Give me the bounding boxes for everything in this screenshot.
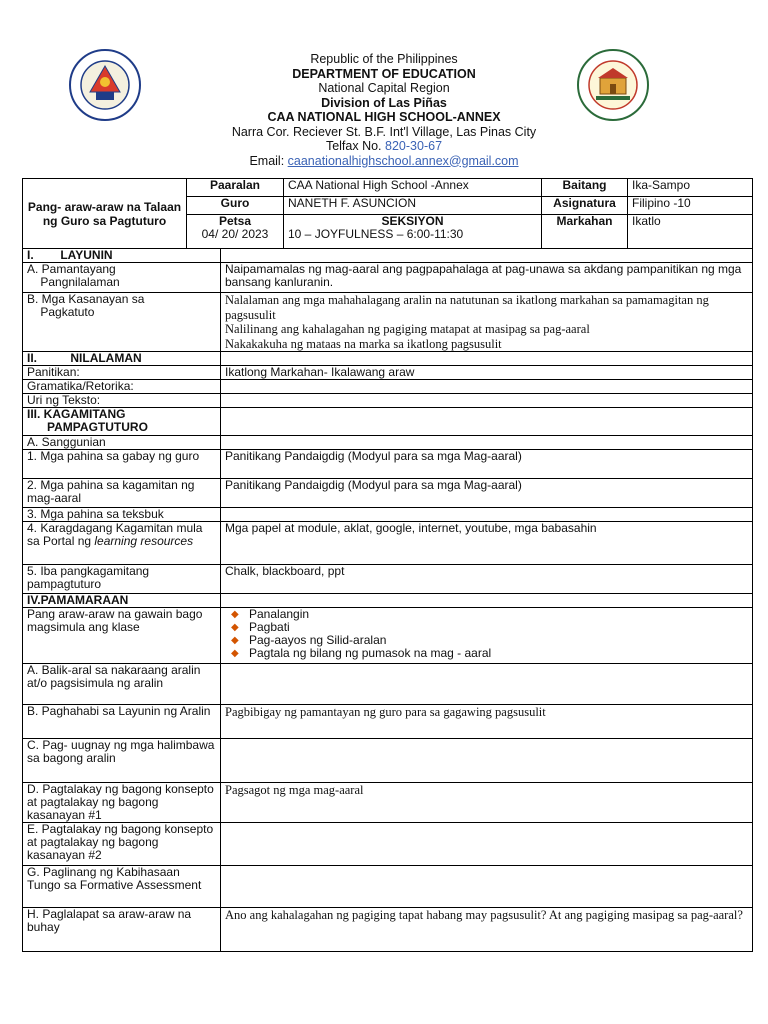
markahan-value: Ikatlo xyxy=(628,215,753,249)
row-value: Pagsagot ng mga mag-aaral xyxy=(221,783,753,823)
table-row xyxy=(23,508,753,522)
row-label: 1. Mga pahina sa gabay ng guro xyxy=(23,450,221,479)
seksiyon-label: SEKSIYON xyxy=(381,214,444,228)
row-label: A. Balik-aral sa nakaraang aralin at/o pagsisimula ng aralin xyxy=(23,664,221,705)
table-row xyxy=(23,394,753,408)
row-value: Panitikang Pandaigdig (Modyul para sa mga Mag-aaral) xyxy=(221,479,753,508)
row-value: Ikatlong Markahan- Ikalawang araw xyxy=(221,366,753,380)
table-row xyxy=(23,352,753,366)
department-line: DEPARTMENT OF EDUCATION xyxy=(292,66,476,81)
row-label: B. Mga Kasanayan sa Pagkatuto xyxy=(23,293,221,352)
email-line xyxy=(0,154,768,169)
region-line: National Capital Region xyxy=(318,81,450,95)
seksiyon-cell xyxy=(284,215,542,249)
table-row xyxy=(23,366,753,380)
asignatura-label: Asignatura xyxy=(542,197,628,215)
row-label: E. Pagtalakay ng bagong konsepto at pagtalakay ng bagong kasanayan #2 xyxy=(23,823,221,866)
email-label: Email: xyxy=(249,153,285,168)
section-heading: I. LAYUNIN xyxy=(23,249,221,263)
school-address: Narra Cor. Reciever St. B.F. Int'l Village, Las Pinas City xyxy=(231,124,537,139)
lesson-info-table xyxy=(22,178,753,249)
table-row xyxy=(23,866,753,908)
list-item: ◆ Pag-aayos ng Silid-aralan xyxy=(225,634,748,647)
table-row xyxy=(23,739,753,783)
objective-1: Nalalaman ang mga mahahalagang aralin na natutunan sa ikatlong markahan sa pamamagitan ng pagsusulit xyxy=(225,293,709,322)
telfax-number[interactable]: 820-30-67 xyxy=(385,139,443,153)
petsa-value: 04/ 20/ 2023 xyxy=(201,227,269,241)
list-item: ◆ Panalangin xyxy=(225,608,748,621)
log-title: Pang- araw-araw na Talaan ng Guro sa Pagtuturo xyxy=(23,179,187,249)
daily-routine-list xyxy=(225,608,748,660)
row-value xyxy=(221,608,753,664)
telfax-label: Telfax No. xyxy=(325,139,382,153)
email-link[interactable]: caanationalhighschool.annex@gmail.com xyxy=(287,153,519,168)
lesson-plan-table xyxy=(22,248,753,952)
section-heading: III. KAGAMITANG PAMPAGTUTURO xyxy=(23,408,221,436)
list-item: ◆ Pagtala ng bilang ng pumasok na mag - aaral xyxy=(225,647,748,660)
table-row xyxy=(23,565,753,594)
table-row xyxy=(23,450,753,479)
row-label: 3. Mga pahina sa teksbuk xyxy=(23,508,221,522)
row-label: H. Paglalapat sa araw-araw na buhay xyxy=(23,908,221,952)
petsa-cell xyxy=(187,215,284,249)
row-value: Pagbibigay ng pamantayan ng guro para sa gagawing pagsusulit xyxy=(221,705,753,739)
petsa-label: Petsa xyxy=(218,214,252,228)
row-value: Ano ang kahalagahan ng pagiging tapat habang may pagsusulit? At ang pagiging masipag sa pag-aaral? xyxy=(221,908,753,952)
row-label: Uri ng Teksto: xyxy=(23,394,221,408)
table-row xyxy=(23,908,753,952)
row-label: C. Pag- uugnay ng mga halimbawa sa bagong aralin xyxy=(23,739,221,783)
asignatura-value: Filipino -10 xyxy=(628,197,753,215)
baitang-value: Ika-Sampo xyxy=(628,179,753,197)
row-value: Panitikang Pandaigdig (Modyul para sa mga Mag-aaral) xyxy=(221,450,753,479)
school-name: CAA NATIONAL HIGH SCHOOL-ANNEX xyxy=(267,110,501,124)
row-value xyxy=(221,293,753,352)
row-label: A. Sanggunian xyxy=(23,436,221,450)
table-row xyxy=(23,293,753,352)
table-row xyxy=(23,408,753,436)
row-value: Naipamamalas ng mag-aaral ang pagpapahalaga at pag-unawa sa akdang pampanitikan ng mga bansang kanluranin. xyxy=(221,263,753,293)
objective-3: Nakakakuha ng mataas na marka sa ikatlong pagsusulit xyxy=(225,336,502,351)
section-heading: II. NILALAMAN xyxy=(23,352,221,366)
table-row xyxy=(23,783,753,823)
telfax-line xyxy=(0,139,768,154)
guro-label: Guro xyxy=(187,197,284,215)
row-label: 2. Mga pahina sa kagamitan ng mag-aaral xyxy=(23,479,221,508)
row-value: Chalk, blackboard, ppt xyxy=(221,565,753,594)
table-row xyxy=(23,263,753,293)
paaralan-label: Paaralan xyxy=(187,179,284,197)
row-label: 5. Iba pangkagamitang pampagtuturo xyxy=(23,565,221,594)
row-label: Panitikan: xyxy=(23,366,221,380)
row-label: Gramatika/Retorika: xyxy=(23,380,221,394)
table-row xyxy=(23,823,753,866)
row-label: 4. Karagdagang Kagamitan mula sa Portal ng learning resources xyxy=(23,522,221,565)
table-row xyxy=(23,705,753,739)
table-row xyxy=(23,522,753,565)
republic-line: Republic of the Philippines xyxy=(310,52,458,66)
letterhead xyxy=(0,52,768,168)
row-label: B. Paghahabi sa Layunin ng Aralin xyxy=(23,705,221,739)
table-row xyxy=(23,594,753,608)
row-value: Mga papel at module, aklat, google, internet, youtube, mga babasahin xyxy=(221,522,753,565)
table-row xyxy=(23,479,753,508)
guro-value: NANETH F. ASUNCION xyxy=(284,197,542,215)
list-item: ◆ Pagbati xyxy=(225,621,748,634)
table-row xyxy=(23,436,753,450)
paaralan-value: CAA National High School -Annex xyxy=(284,179,542,197)
markahan-label: Markahan xyxy=(542,215,628,249)
table-row xyxy=(23,664,753,705)
section-heading: IV.PAMAMARAAN xyxy=(23,594,221,608)
row-label: Pang araw-araw na gawain bago magsimula ang klase xyxy=(23,608,221,664)
row-label: G. Paglinang ng Kabihasaan Tungo sa Formative Assessment xyxy=(23,866,221,908)
baitang-label: Baitang xyxy=(542,179,628,197)
objective-2: Nalilinang ang kahalagahan ng pagiging matapat at masipag sa pag-aaral xyxy=(225,322,590,336)
seksiyon-value: 10 – JOYFULNESS – 6:00-11:30 xyxy=(288,227,464,241)
table-row xyxy=(23,249,753,263)
row-label: D. Pagtalakay ng bagong konsepto at pagtalakay ng bagong kasanayan #1 xyxy=(23,783,221,823)
row-label: A. Pamantayang Pangnilalaman xyxy=(23,263,221,293)
division-line: Division of Las Piñas xyxy=(321,95,447,110)
table-row xyxy=(23,380,753,394)
table-row xyxy=(23,608,753,664)
